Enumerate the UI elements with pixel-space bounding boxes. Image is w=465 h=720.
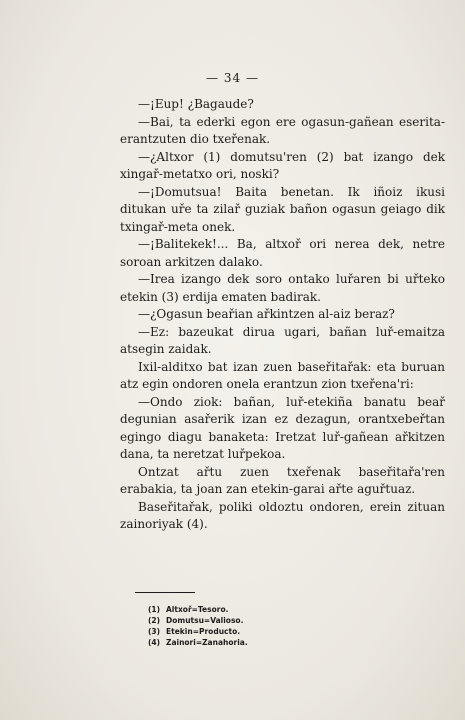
footnote-number: (2)	[148, 616, 161, 625]
paragraph: —Irea izango dek soro ontako luřaren bi uřteko etekin (3) erdija ematen badirak.	[120, 272, 445, 304]
paragraph: —¡Domutsua! Baita benetan. Ik iñoiz ikusi ditukan uře ta zilař guziak bañon ogasun geiago dik txingař-meta onek.	[120, 184, 445, 234]
paragraph: —¿Ogasun beařian ařkintzen al-aiz beraz?	[138, 307, 395, 321]
footnote-number: (1)	[148, 605, 161, 614]
paragraph: Baseřitařak, poliki oldoztu ondoren, erein zituan zainoriyak (4).	[120, 499, 445, 531]
footnote-text: Altxoř=Tesoro.	[166, 605, 229, 614]
paragraph: —Bai, ta ederki egon ere ogasun-gañean eserita-erantzuten dio txeřenak.	[120, 114, 445, 146]
paragraph: —¡Eup! ¿Bagaude?	[138, 97, 254, 111]
footnote	[148, 637, 348, 648]
paragraph: —¿Altxor (1) domutsu'ren (2) bat izango dek xingař-metatxo ori, noski?	[120, 149, 445, 181]
page-number: — 34 —	[206, 71, 259, 85]
footnote-text: Domutsu=Valioso.	[166, 616, 244, 625]
footnote	[148, 626, 348, 637]
paragraph: —Ondo ziok: bañan, luř-etekiña banatu beař degunian asařerik izan ez dezagun, orantxebeřtan egingo diagu banaketa: Iretzat luř-gañean ařkitzen dana, ta neretzat luřpekoa.	[120, 394, 445, 461]
footnote-number: (3)	[148, 627, 161, 636]
paragraph: —¡Balitekek!... Ba, altxoř ori nerea dek, netre soroan arkitzen dalako.	[120, 237, 445, 269]
paragraph: Ixil-alditxo bat izan zuen baseřitařak: eta buruan atz egin ondoren onela erantzun zion txeřena'ri:	[120, 359, 445, 391]
paragraph: Ontzat ařtu zuen txeřenak baseřitařa'ren erabakia, ta joan zan etekin-garai ařte aguřtuaz.	[120, 464, 445, 496]
footnote-text: Etekin=Producto.	[166, 627, 241, 636]
footnote-text: Zainori=Zanahoria.	[166, 638, 248, 647]
paragraph: —Ez: bazeukat dirua ugari, bañan luř-emaitza atsegin zaidak.	[120, 324, 445, 356]
footnote-number: (4)	[148, 638, 161, 647]
body-text	[120, 96, 445, 534]
footnote-divider	[135, 592, 195, 593]
footnote	[148, 604, 348, 615]
footnote	[148, 615, 348, 626]
footnotes	[148, 604, 348, 648]
